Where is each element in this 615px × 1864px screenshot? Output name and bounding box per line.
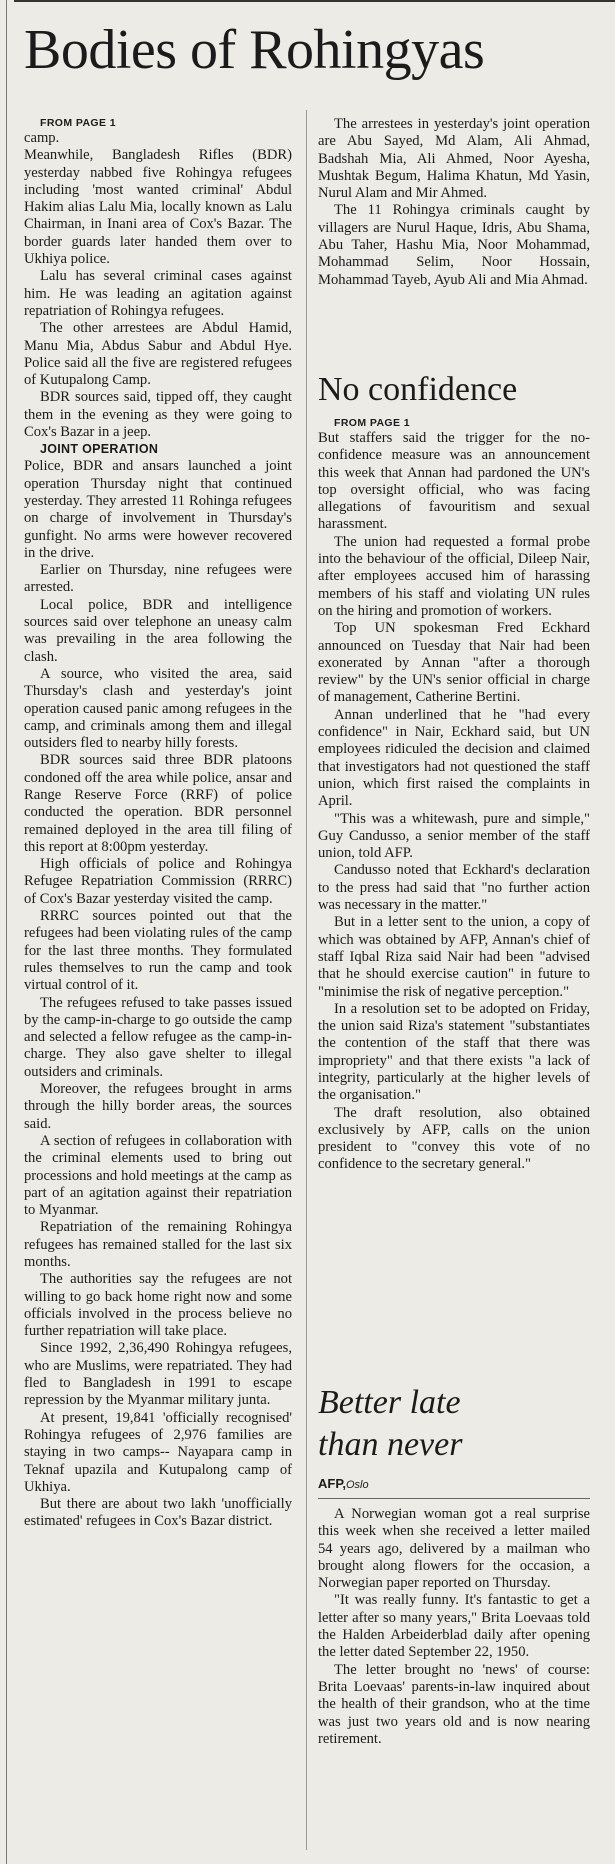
story2-paragraph: In a resolution set to be adopted on Friday, the union said Riza's statement "substantiates the contention of the staff that there was impropriety" and that there exists "a lack of integrity, particularly at the higher levels of the organisation." <box>318 1000 590 1104</box>
main-headline: Bodies of Rohingyas <box>24 19 485 81</box>
story1-paragraph: Lalu has several criminal cases against him. He was leading an agitation against repatriation of Rohingya refugees. <box>24 268 292 319</box>
story1-paragraph: BDR sources said three BDR platoons condoned off the area while police, ansar and Range Reserve Force (RRF) of police conducted the operation. BDR personnel remained deployed in the area till filing of this report at 8:00pm yesterday. <box>24 752 292 855</box>
story1-paragraph: The arrestees in yesterday's joint operation are Abu Sayed, Md Alam, Ali Ahmad, Badshah Mia, Ali Ahmed, Noor Ayesha, Mushtak Begum, Halima Khatun, Md Yasin, Nurul Alam and Mir Ahmed. <box>318 116 590 202</box>
story1-paragraph: The authorities say the refugees are not willing to go back home right now and some officials involved in the process believe no further repatriation will take place. <box>24 1271 292 1340</box>
story2-paragraph: The draft resolution, also obtained exclusively by AFP, calls on the union president to "convey this vote of no confidence to the secretary general." <box>318 1104 590 1173</box>
story3-paragraph: A Norwegian woman got a real surprise this week when she received a letter mailed 54 years ago, delivered by a mailman who brought along flowers for the occasion, a Norwegian paper reported on Thursday. <box>318 1506 590 1592</box>
story1-paragraph: Repatriation of the remaining Rohingya refugees has remained stalled for the last six months. <box>24 1219 292 1270</box>
story2-paragraph: But staffers said the trigger for the no-confidence measure was an announcement this week that Annan had pardoned the UN's top oversight official, who was facing allegations of favouritism and sexual harassment. <box>318 430 590 533</box>
story1-paragraph: Moreover, the refugees brought in arms through the hilly border areas, the sources said. <box>24 1081 292 1132</box>
story2-paragraph: Annan underlined that he "had every confidence" in Nair, Eckhard said, but UN employees ridiculed the decision and claimed that investigators had not questioned the staff union, which first raised the complaints in April. <box>318 706 590 810</box>
byline-agency: AFP, <box>318 1476 346 1491</box>
story1-paragraph: High officials of police and Rohingya Refugee Repatriation Commission (RRRC) of Cox's Bazar yesterday visited the camp. <box>24 856 292 907</box>
story2-paragraph: The union had requested a formal probe into the behaviour of the official, Dileep Nair, after employees accused him of harassing members of his staff and violating UN rules on the hiring and promotion of workers. <box>318 533 590 619</box>
story1-paragraph: Local police, BDR and intelligence sources said over telephone an uneasy calm was prevailing in the area following the clash. <box>24 596 292 665</box>
story1-paragraph: A section of refugees in collaboration with the criminal elements used to bring out processions and hold meetings at the camp as part of an agitation against their repatriation to Myanmar. <box>24 1132 292 1219</box>
left-rule <box>6 0 7 1864</box>
story1-paragraph: The 11 Rohingya criminals caught by villagers are Nurul Haque, Idris, Abu Shama, Abu Taher, Hashu Mia, Noor Mohammad, Mohammad Selim, Noor Hossain, Mohammad Tayeb, Ayub Ali and Mia Ahmad. <box>318 202 590 288</box>
story1-paragraph: Earlier on Thursday, nine refugees were arrested. <box>24 562 292 596</box>
story1-paragraph: But there are about two lakh 'unofficially estimated' refugees in Cox's Bazar district. <box>24 1496 292 1530</box>
story1-paragraph: A source, who visited the area, said Thursday's clash and yesterday's joint operation caused panic among refugees in the camp, and criminals among them and illegal outsiders fled to nearby hilly forests. <box>24 665 292 752</box>
story1-left-column <box>24 116 292 1531</box>
story3-paragraph: The letter brought no 'news' of course: Brita Loevaas' parents-in-law inquired about the health of their grandson, who at the time was just two years old and is now nearing retirement. <box>318 1661 590 1747</box>
story1-paragraph: At present, 19,841 'officially recognised' Rohingya refugees of 2,976 families are staying in two camps-- Nayapara camp in Teknaf upazila and Kutupalong camp of Ukhiya. <box>24 1409 292 1495</box>
story3-column <box>318 1506 590 1748</box>
story1-paragraph: RRRC sources pointed out that the refugees had been violating rules of the camp for the last three months. They formulated rules themselves to run the camp and took virtual control of it. <box>24 908 292 994</box>
story2-paragraph: Top UN spokesman Fred Eckhard announced on Tuesday that Nair had been exonerated by Annan "after a thorough review" by the UN's senior official in charge of management, Catherine Bertini. <box>318 620 590 706</box>
story1-paragraph: BDR sources said, tipped off, they caught them in the evening as they were going to Cox's Bazar in a jeep. <box>24 389 292 441</box>
byline-rule <box>318 1498 590 1499</box>
story2-paragraph: But in a letter sent to the union, a copy of which was obtained by AFP, Annan's chief of staff Iqbal Riza said Nair had been "advised that he should exercise caution" in future to "minimise the risk of negative perception." <box>318 914 590 1000</box>
story1-paragraph: Since 1992, 2,36,490 Rohingya refugees, who are Muslims, were repatriated. They had fled to Bangladesh in 1991 to escape repression by the Myanmar military junta. <box>24 1340 292 1409</box>
story1-kicker: FROM PAGE 1 <box>40 117 116 129</box>
story1-subhead: JOINT OPERATION <box>40 442 159 457</box>
story2-headline: No confidence <box>318 371 518 408</box>
story2-paragraph: Candusso noted that Eckhard's declaration to the press had said that "no further action was necessary in the matter." <box>318 862 590 914</box>
story1-paragraph: Meanwhile, Bangladesh Rifles (BDR) yesterday nabbed five Rohingya refugees including 'most wanted criminal' Abdul Hakim alias Lalu Mia, locally known as Lalu Chairman, in Inani area of Cox's Bazar. The border guards later handed them over to Ukhiya police. <box>24 147 292 268</box>
story1-paragraph: The refugees refused to take passes issued by the camp-in-charge to go outside the camp and selected a fellow refugee as the camp-in-charge. They also gave shelter to illegal outsiders and criminals. <box>24 994 292 1080</box>
story1-right-column <box>318 116 590 289</box>
story1-paragraph: camp. <box>24 130 60 146</box>
story2-kicker: FROM PAGE 1 <box>334 417 410 429</box>
story2-paragraph: "This was a whitewash, pure and simple," Guy Candusso, a senior member of the staff union, told AFP. <box>318 810 590 862</box>
top-rule <box>14 0 615 2</box>
story3-headline-line2: than never <box>318 1426 463 1463</box>
byline-city: Oslo <box>345 1479 369 1491</box>
story1-paragraph: Police, BDR and ansars launched a joint operation Thursday night that continued yesterday. They arrested 11 Rohinga refugees on charge of involvement in Thursday's gunfight. No arms were however recovered in the drive. <box>24 458 292 561</box>
story3-headline-line1: Better late <box>318 1384 461 1421</box>
column-divider <box>306 110 307 1850</box>
story3-byline <box>318 1476 438 1491</box>
story3-headline <box>318 1382 588 1466</box>
story1-paragraph: The other arrestees are Abdul Hamid, Manu Mia, Abdus Sabur and Abdul Hye. Police said all the five are registered refugees of Kutupalong Camp. <box>24 320 292 389</box>
story2-column <box>318 416 590 1174</box>
story3-paragraph: "It was really funny. It's fantastic to get a letter after so many years," Brita Loevaas told the Halden Arbeiderblad daily after opening the letter dated September 22, 1950. <box>318 1592 590 1661</box>
